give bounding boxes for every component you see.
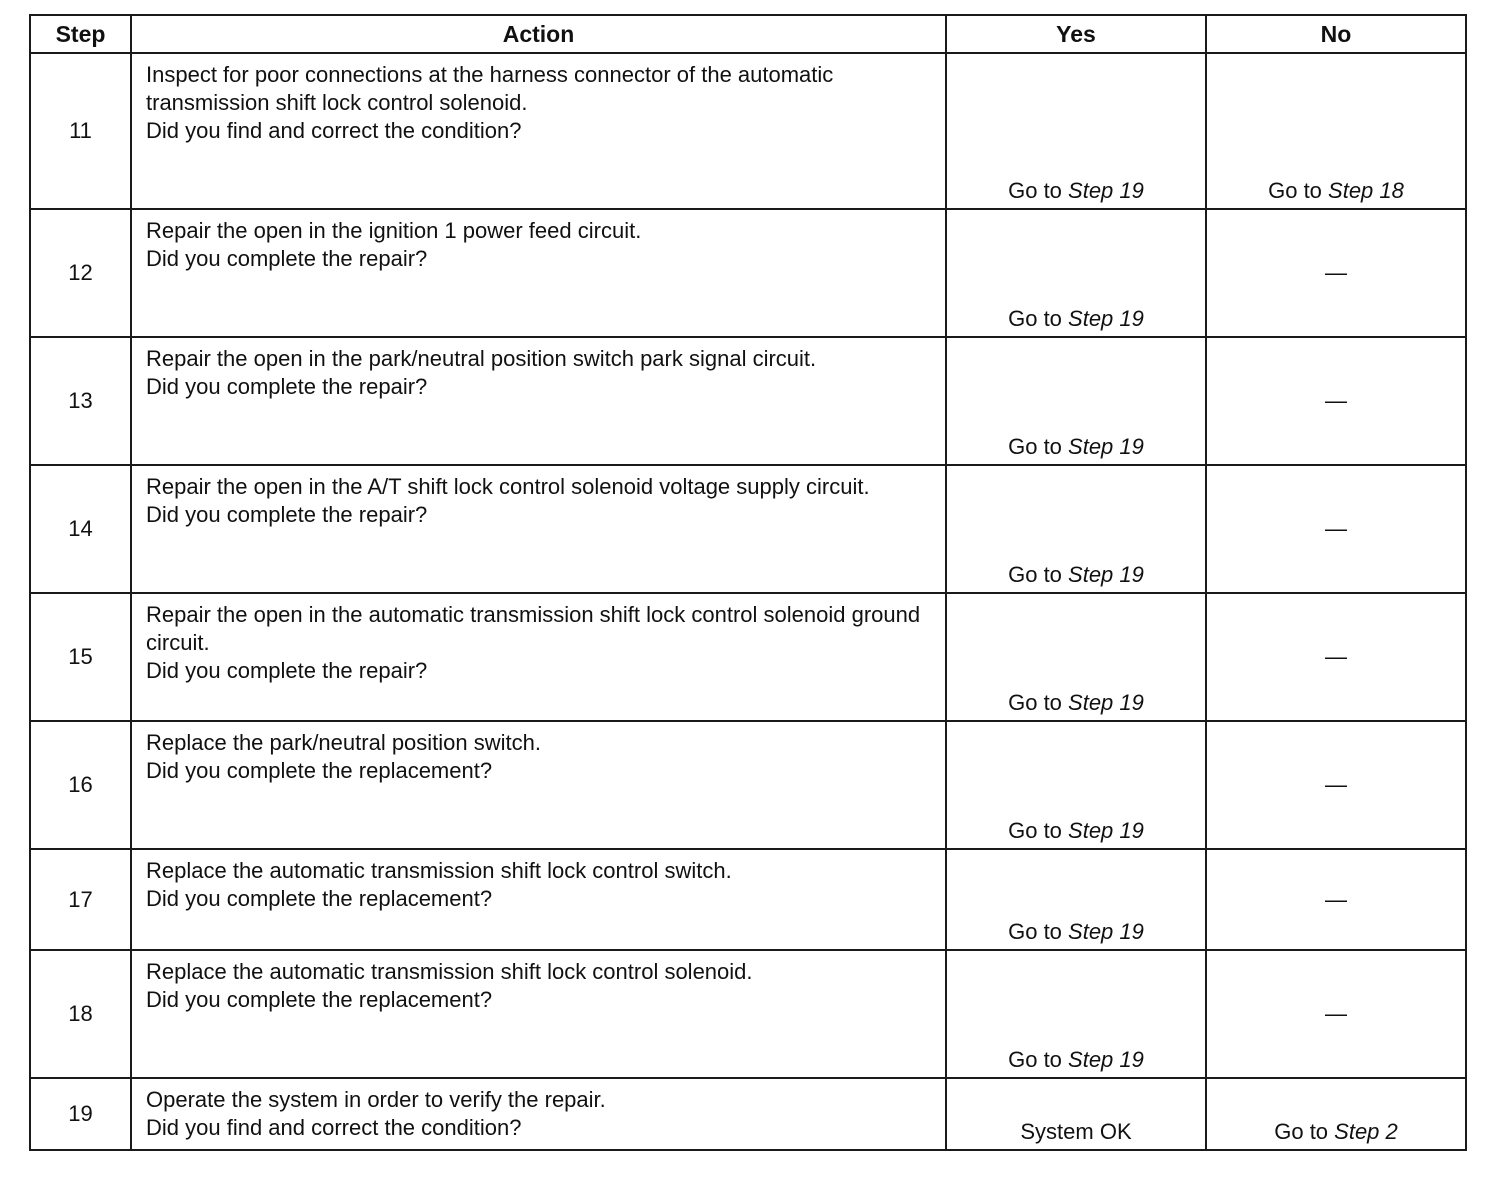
yes-prefix: Go to — [1008, 178, 1069, 203]
action-question: Did you complete the repair? — [146, 246, 428, 271]
yes-step-link[interactable]: Step 19 — [1068, 562, 1144, 587]
no-dash: — — [1325, 1001, 1347, 1026]
no-dash: — — [1325, 772, 1347, 797]
action-question: Did you complete the repair? — [146, 374, 428, 399]
yes-step-link[interactable]: Step 19 — [1068, 178, 1144, 203]
no-prefix: Go to — [1268, 178, 1329, 203]
header-no: No — [1206, 15, 1466, 53]
yes-cell — [946, 950, 1206, 1078]
table-row — [30, 721, 1466, 849]
no-dash: — — [1325, 388, 1347, 413]
table-row — [30, 849, 1466, 950]
action-cell — [131, 337, 946, 465]
action-cell — [131, 209, 946, 337]
yes-prefix: Go to — [1008, 690, 1069, 715]
yes-step-link[interactable]: Step 19 — [1068, 434, 1144, 459]
action-question: Did you complete the replacement? — [146, 987, 493, 1012]
yes-prefix: Go to — [1008, 1047, 1069, 1072]
no-cell — [1206, 53, 1466, 209]
header-step: Step — [30, 15, 131, 53]
no-cell — [1206, 465, 1466, 593]
action-instruction: Operate the system in order to verify the repair. — [146, 1087, 606, 1112]
yes-prefix: Go to — [1008, 818, 1069, 843]
no-cell — [1206, 849, 1466, 950]
step-number: 17 — [30, 849, 131, 950]
yes-prefix: Go to — [1008, 306, 1069, 331]
action-instruction: Repair the open in the A/T shift lock control solenoid voltage supply circuit. — [146, 474, 870, 499]
action-cell — [131, 53, 946, 209]
yes-step-link[interactable]: Step 19 — [1068, 306, 1144, 331]
action-cell — [131, 465, 946, 593]
action-instruction: Repair the open in the automatic transmission shift lock control solenoid ground circuit. — [146, 602, 921, 655]
action-cell — [131, 721, 946, 849]
yes-step-link[interactable]: Step 19 — [1068, 818, 1144, 843]
action-instruction: Replace the automatic transmission shift lock control solenoid. — [146, 959, 753, 984]
action-cell — [131, 849, 946, 950]
yes-cell — [946, 53, 1206, 209]
no-cell — [1206, 209, 1466, 337]
action-instruction: Inspect for poor connections at the harness connector of the automatic transmission shift lock control solenoid. — [146, 62, 834, 115]
yes-text: System OK — [1020, 1119, 1132, 1144]
action-instruction: Replace the park/neutral position switch. — [146, 730, 541, 755]
diagnostic-table — [29, 14, 1467, 1151]
header-row — [30, 15, 1466, 53]
yes-cell — [946, 465, 1206, 593]
step-number: 12 — [30, 209, 131, 337]
step-number: 11 — [30, 53, 131, 209]
action-instruction: Repair the open in the ignition 1 power feed circuit. — [146, 218, 642, 243]
header-action: Action — [131, 15, 946, 53]
step-number: 13 — [30, 337, 131, 465]
yes-step-link[interactable]: Step 19 — [1068, 919, 1144, 944]
action-question: Did you find and correct the condition? — [146, 1115, 522, 1140]
no-cell — [1206, 950, 1466, 1078]
yes-prefix: Go to — [1008, 562, 1069, 587]
no-cell — [1206, 721, 1466, 849]
table-row — [30, 209, 1466, 337]
no-dash: — — [1325, 260, 1347, 285]
step-number: 19 — [30, 1078, 131, 1150]
yes-step-link[interactable]: Step 19 — [1068, 1047, 1144, 1072]
no-dash: — — [1325, 886, 1347, 912]
table-row — [30, 950, 1466, 1078]
action-instruction: Replace the automatic transmission shift lock control switch. — [146, 858, 732, 883]
yes-cell — [946, 721, 1206, 849]
header-yes: Yes — [946, 15, 1206, 53]
yes-cell — [946, 849, 1206, 950]
action-question: Did you complete the replacement? — [146, 886, 493, 911]
step-number: 18 — [30, 950, 131, 1078]
no-cell — [1206, 1078, 1466, 1150]
step-number: 16 — [30, 721, 131, 849]
action-question: Did you complete the repair? — [146, 502, 428, 527]
table-row — [30, 1078, 1466, 1150]
yes-cell — [946, 337, 1206, 465]
table-row — [30, 465, 1466, 593]
step-number: 15 — [30, 593, 131, 721]
no-step-link[interactable]: Step 18 — [1328, 178, 1404, 203]
action-question: Did you complete the replacement? — [146, 758, 493, 783]
yes-cell — [946, 593, 1206, 721]
yes-step-link[interactable]: Step 19 — [1068, 690, 1144, 715]
action-instruction: Repair the open in the park/neutral position switch park signal circuit. — [146, 346, 817, 371]
action-cell — [131, 1078, 946, 1150]
step-number: 14 — [30, 465, 131, 593]
action-cell — [131, 950, 946, 1078]
yes-prefix: Go to — [1008, 434, 1069, 459]
table-row — [30, 53, 1466, 209]
yes-cell — [946, 209, 1206, 337]
yes-cell — [946, 1078, 1206, 1150]
no-cell — [1206, 337, 1466, 465]
table-row — [30, 337, 1466, 465]
no-dash: — — [1325, 644, 1347, 669]
no-step-link[interactable]: Step 2 — [1334, 1119, 1398, 1144]
no-dash: — — [1325, 516, 1347, 541]
yes-prefix: Go to — [1008, 919, 1069, 944]
no-cell — [1206, 593, 1466, 721]
action-question: Did you find and correct the condition? — [146, 118, 522, 143]
table-row — [30, 593, 1466, 721]
no-prefix: Go to — [1274, 1119, 1335, 1144]
action-question: Did you complete the repair? — [146, 658, 428, 683]
action-cell — [131, 593, 946, 721]
